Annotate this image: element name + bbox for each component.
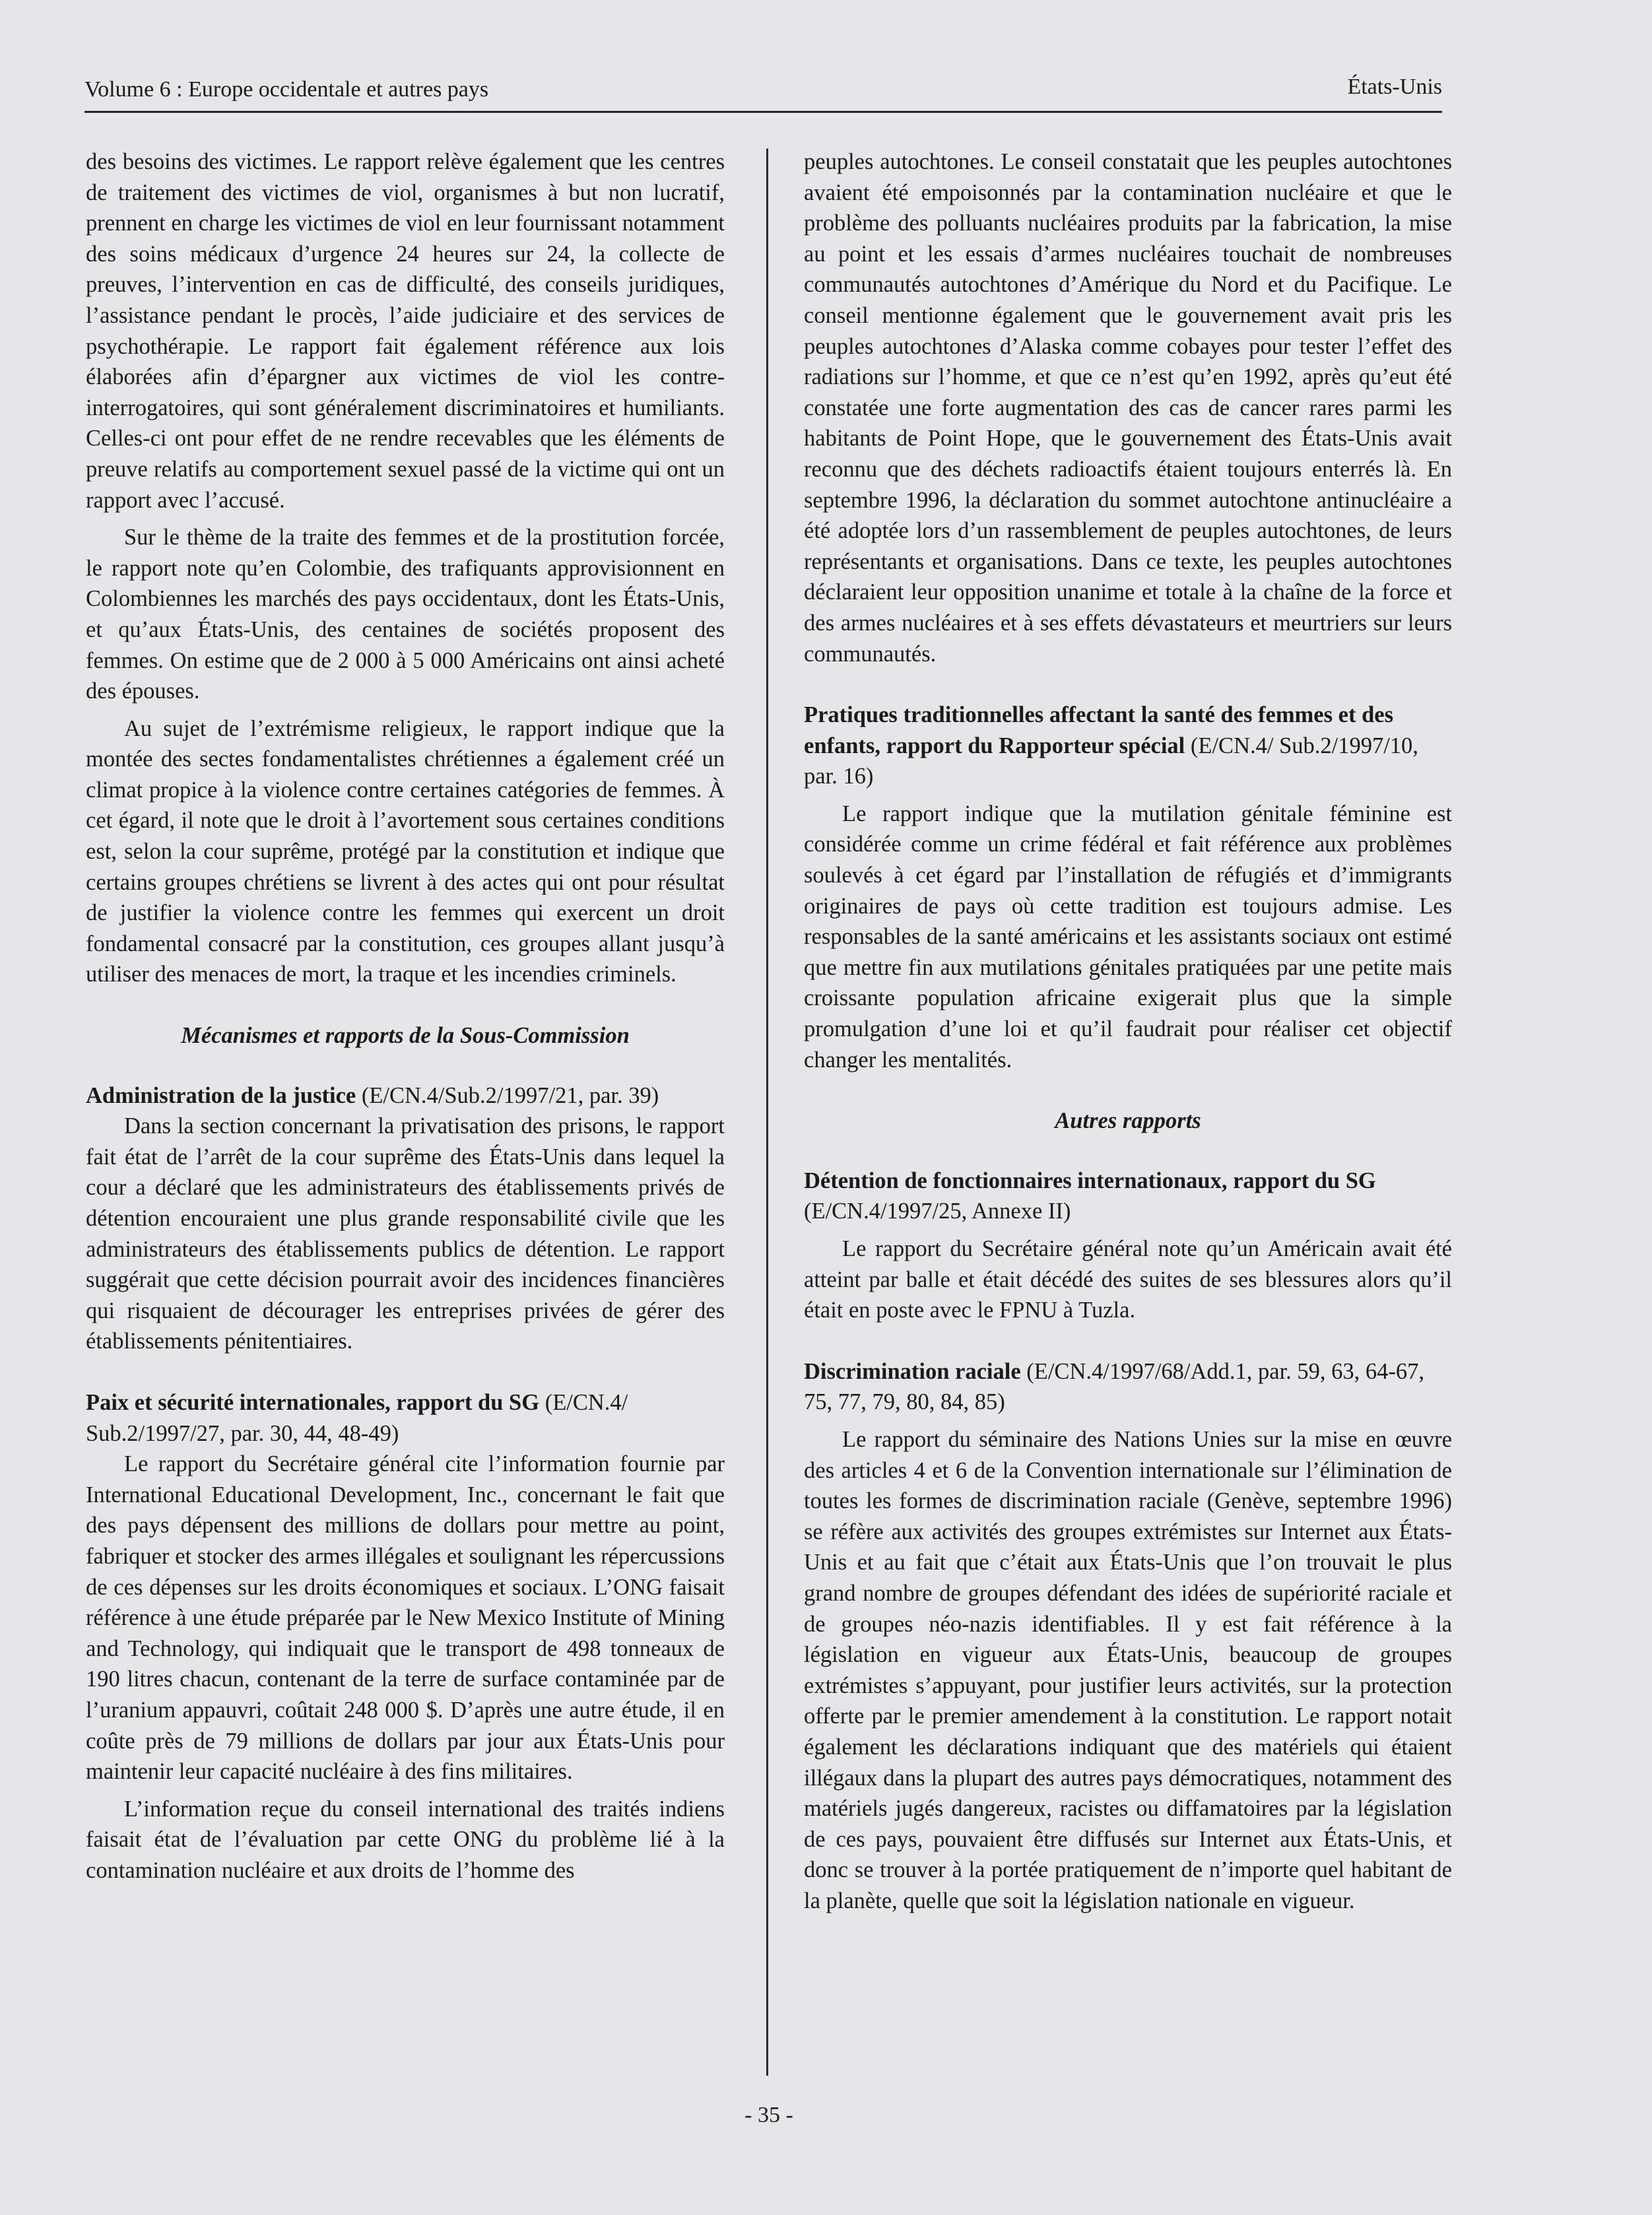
report-heading: [804, 1166, 1452, 1227]
report-heading: [86, 1387, 725, 1449]
report-reference: (E/CN.4/Sub.2/1997/21, par. 39): [361, 1082, 659, 1108]
report-title: Détention de fonctionnaires internationaux, rapport du SG: [804, 1168, 1376, 1193]
column-divider: [766, 149, 768, 2076]
paragraph: peuples autochtones. Le conseil constatait que les peuples autochtones avaient été empoisonnés par la contamination nucléaire et que le problème des polluants nucléaires produits par la fabrication, la mise au point et les essais d’armes nucléaires touchait de nombreuses communautés autochtones d’Amérique du Nord et du Pacifique. Le conseil mentionne également que le gouvernement avait pris les peuples autochtones d’Alaska comme cobayes pour tester l’effet des radiations sur l’homme, et que ce n’est qu’en 1992, après qu’eut été constatée une forte augmentation des cas de cancer rares parmi les habitants de Point Hope, que le gouvernement des États-Unis avait reconnu que des déchets radioactifs étaient toujours enterrés là. En septembre 1996, la déclaration du sommet autochtone antinucléaire a été adoptée lors d’un rassemblement de peuples autochtones, de leurs représentants et organisations. Dans ce texte, les peuples autochtones déclaraient leur opposition unanime et totale à la chaîne de la force et des armes nucléaires et à ses effets dévastateurs et meurtriers sur leurs communautés.: [804, 149, 1452, 667]
report-title: Discrimination raciale: [804, 1358, 1021, 1384]
section-subheading: Mécanismes et rapports de la Sous-Commission: [181, 1023, 630, 1049]
header-country: États-Unis: [1347, 75, 1442, 99]
left-column: [86, 147, 725, 1886]
report-heading: [804, 1356, 1452, 1418]
page-number: - 35 -: [744, 2103, 793, 2127]
report-heading: [804, 700, 1452, 792]
right-column: [804, 147, 1452, 1916]
header-volume-title: Volume 6 : Europe occidentale et autres pays: [84, 77, 489, 102]
report-reference: (E/CN.4/ Sub.2/1997/27, par. 30, 44, 48-49): [86, 1389, 628, 1446]
report-reference: (E/CN.4/1997/68/Add.1, par. 59, 63, 64-67, 75, 77, 79, 80, 84, 85): [804, 1358, 1425, 1415]
paragraph: Le rapport du séminaire des Nations Unies sur la mise en œuvre des articles 4 et 6 de la Convention internationale sur l’élimination de toutes les formes de discrimination raciale (Genève, septembre 1996) se réfère aux activités des groupes extrémistes sur Internet aux États-Unis et au fait que c’était aux États-Unis que l’on trouvait le plus grand nombre de groupes défendant des idées de supériorité raciale et de groupes néo-nazis identifiables. Il y est fait référence à la législation en vigueur aux États-Unis, beaucoup de groupes extrémistes s’appuyant, pour justifier leurs activités, sur la protection offerte par le premier amendement à la constitution. Le rapport notait également les déclarations indiquant que des matériels qui étaient illégaux dans la plupart des autres pays démocratiques, notamment des matériels jugés dangereux, racistes ou diffamatoires par la législation de ces pays, pouvaient être diffusés sur Internet aux États-Unis, et donc se trouver à la portée pratiquement de n’importe quel habitant de la planète, quelle que soit la législation nationale en vigueur.: [804, 1426, 1452, 1913]
paragraph: L’information reçue du conseil international des traités indiens faisait état de l’évaluation par cette ONG du problème lié à la contamination nucléaire et aux droits de l’homme des: [86, 1796, 725, 1883]
section-subheading: Autres rapports: [1055, 1108, 1201, 1134]
paragraph: Le rapport indique que la mutilation génitale féminine est considérée comme un crime fédéral et fait référence aux problèmes soulevés à cet égard par l’installation de réfugiés et d’immigrants originaires de pays où cette tradition est toujours admise. Les responsables de la santé américains et les assistants sociaux ont estimé que mettre fin aux mutilations génitales pratiquées par une petite mais croissante population africaine exigerait plus que la simple promulgation d’une loi et qu’il faudrait pour réaliser cet objectif changer les mentalités.: [804, 801, 1452, 1073]
report-title: Pratiques traditionnelles affectant la santé des femmes et des enfants, rapport du Rapporteur spécial: [804, 702, 1394, 758]
paragraph: Au sujet de l’extrémisme religieux, le rapport indique que la montée des sectes fondamentalistes chrétiennes a également créé un climat propice à la violence contre certaines catégories de femmes. À cet égard, il note que le droit à l’avortement sous certaines conditions est, selon la cour suprême, protégé par la constitution et indique que certains groupes chrétiens se livrent à des actes qui ont pour résultat de justifier la violence contre les femmes qui exercent un droit fondamental consacré par la constitution, ces groupes allant jusqu’à utiliser des menaces de mort, la traque et les incendies criminels.: [86, 715, 725, 987]
report-reference: (E/CN.4/1997/25, Annexe II): [804, 1199, 1071, 1224]
paragraph: Sur le thème de la traite des femmes et de la prostitution forcée, le rapport note qu’en Colombie, des trafiquants approvisionnent en Colombiennes les marchés des pays occidentaux, dont les États-Unis, et qu’aux États-Unis, des centaines de sociétés proposent des femmes. On estime que de 2 000 à 5 000 Américains ont ainsi acheté des épouses.: [86, 525, 725, 704]
paragraph: Dans la section concernant la privatisation des prisons, le rapport fait état de l’arrêt de la cour suprême des États-Unis dans lequel la cour a déclaré que les administrateurs des établissements privés de détention encouraient une plus grande responsabilité civile que les administrateurs des établissements publics de détention. Le rapport suggérait que cette décision pourrait avoir des incidences financières qui risquaient de décourager les entreprises privées de gérer des établissements pénitentiaires.: [86, 1113, 725, 1354]
report-title: Paix et sécurité internationales, rapport du SG: [86, 1389, 540, 1415]
report-title: Administration de la justice: [86, 1082, 356, 1108]
report-heading: [86, 1080, 725, 1111]
running-header: [84, 71, 1442, 113]
paragraph: Le rapport du Secrétaire général cite l’information fournie par International Educational Development, Inc., concernant le fait que des pays dépensent des millions de dollars pour mettre au point, fabriquer et stocker des armes illégales et soulignant les répercussions de ces dépenses sur les droits économiques et sociaux. L’ONG faisait référence à une étude préparée par le New Mexico Institute of Mining and Technology, qui indiquait que le transport de 498 tonneaux de 190 litres chacun, contenant de la terre de surface contaminée par de l’uranium appauvri, coûtait 248 000 $. D’après une autre étude, il en coûte près de 79 millions de dollars par jour aux États-Unis pour maintenir leur capacité nucléaire à des fins militaires.: [86, 1451, 725, 1785]
report-reference: (E/CN.4/ Sub.2/1997/10, par. 16): [804, 733, 1418, 789]
paragraph: des besoins des victimes. Le rapport relève également que les centres de traitement des victimes de viol, organismes à but non lucratif, prennent en charge les victimes de viol en leur fournissant notamment des soins médicaux d’urgence 24 heures sur 24, la collecte de preuves, l’intervention en cas de difficulté, des conseils juridiques, l’assistance pendant le procès, l’aide judiciaire et des services de psychothérapie. Le rapport fait également référence aux lois élaborées afin d’épargner aux victimes de viol les contre-interrogatoires, qui sont généralement discriminatoires et humiliants. Celles-ci ont pour effet de ne rendre recevables que les éléments de preuve relatifs au comportement sexuel passé de la victime qui ont un rapport avec l’accusé.: [86, 149, 725, 513]
paragraph: Le rapport du Secrétaire général note qu’un Américain avait été atteint par balle et était décédé des suites de ses blessures alors qu’il était en poste avec le FPNU à Tuzla.: [804, 1236, 1452, 1323]
